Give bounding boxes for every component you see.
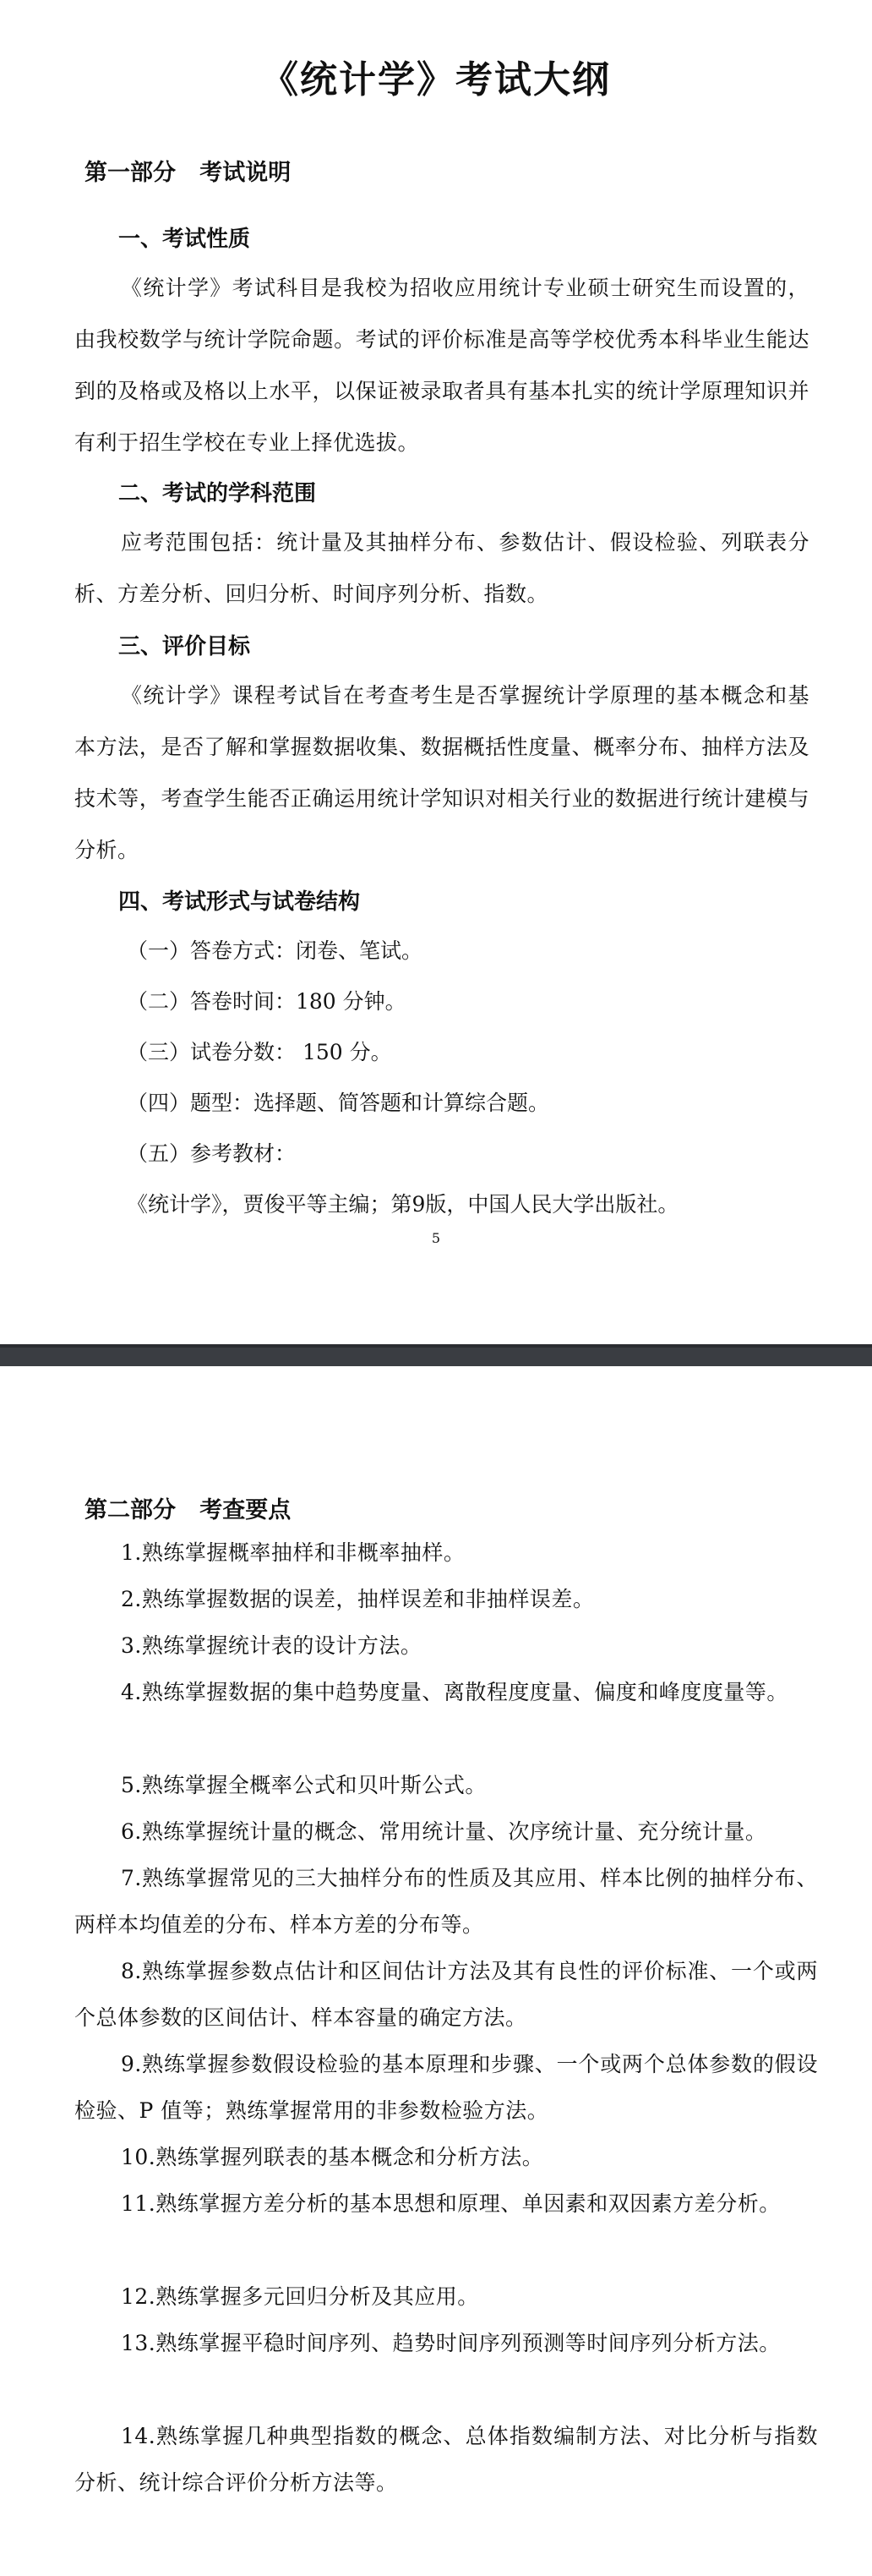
section-paragraph-scope: 应考范围包括：统计量及其抽样分布、参数估计、假设检验、列联表分析、方差分析、回归分析、时间序列分析、指数。 bbox=[74, 530, 809, 606]
page-separator bbox=[0, 1344, 872, 1366]
key-point-item: 3.熟练掌握统计表的设计方法。 bbox=[121, 1633, 422, 1658]
key-point-item: 13.熟练掌握平稳时间序列、趋势时间序列预测等时间序列分析方法。 bbox=[121, 2331, 781, 2355]
part-two-heading: 第二部分 考查要点 bbox=[84, 1497, 292, 1523]
section-heading-nature: 一、考试性质 bbox=[118, 227, 251, 252]
exam-format-line: （三）试卷分数： 150 分。 bbox=[127, 1040, 392, 1064]
key-point-item: 10.熟练掌握列联表的基本概念和分析方法。 bbox=[121, 2145, 544, 2169]
key-point-item: 11.熟练掌握方差分析的基本思想和原理、单因素和双因素方差分析。 bbox=[121, 2191, 781, 2216]
key-point-item: 12.熟练掌握多元回归分析及其应用。 bbox=[121, 2284, 479, 2309]
textbook-reference: 《统计学》，贾俊平等主编；第9版，中国人民大学出版社。 bbox=[127, 1192, 679, 1217]
exam-format-line: （四）题型：选择题、简答题和计算综合题。 bbox=[127, 1091, 550, 1115]
page-number: 5 bbox=[431, 1230, 441, 1246]
key-point-item: 1.熟练掌握概率抽样和非概率抽样。 bbox=[121, 1540, 466, 1565]
section-heading-scope: 二、考试的学科范围 bbox=[118, 481, 317, 506]
exam-format-line: （二）答卷时间：180 分钟。 bbox=[127, 989, 406, 1014]
document-page-2 bbox=[0, 1366, 872, 2576]
key-point-item: 6.熟练掌握统计量的概念、常用统计量、次序统计量、充分统计量。 bbox=[121, 1819, 767, 1844]
exam-format-line: （五）参考教材： bbox=[127, 1141, 297, 1166]
key-point-item: 14.熟练掌握几种典型指数的概念、总体指数编制方法、对比分析与指数分析、统计综合评价分析方法等。 bbox=[74, 2424, 818, 2495]
key-point-item: 9.熟练掌握参数假设检验的基本原理和步骤、一个或两个总体参数的假设检验、P 值等；熟练掌握常用的非参数检验方法。 bbox=[74, 2052, 818, 2123]
section-heading-objectives: 三、评价目标 bbox=[118, 634, 251, 659]
section-paragraph-nature: 《统计学》考试科目是我校为招收应用统计专业硕士研究生而设置的，由我校数学与统计学院命题。考试的评价标准是高等学校优秀本科毕业生能达到的及格或及格以上水平，以保证被录取者具有基本扎实的统计学原理知识并有利于招生学校在专业上择优选拔。 bbox=[74, 276, 809, 455]
section-heading-format: 四、考试形式与试卷结构 bbox=[118, 889, 361, 915]
key-point-item: 7.熟练掌握常见的三大抽样分布的性质及其应用、样本比例的抽样分布、两样本均值差的分布、样本方差的分布等。 bbox=[74, 1866, 818, 1937]
exam-format-line: （一）答卷方式：闭卷、笔试。 bbox=[127, 938, 423, 963]
part-one-heading: 第一部分 考试说明 bbox=[84, 160, 292, 186]
document-title: 《统计学》考试大纲 bbox=[261, 58, 611, 101]
key-point-item: 5.熟练掌握全概率公式和贝叶斯公式。 bbox=[121, 1773, 487, 1797]
key-point-item: 2.熟练掌握数据的误差，抽样误差和非抽样误差。 bbox=[121, 1587, 595, 1611]
key-point-item: 4.熟练掌握数据的集中趋势度量、离散程度度量、偏度和峰度度量等。 bbox=[121, 1680, 788, 1704]
key-point-item: 8.熟练掌握参数点估计和区间估计方法及其有良性的评价标准、一个或两个总体参数的区间估计、样本容量的确定方法。 bbox=[74, 1959, 818, 2030]
section-paragraph-objectives: 《统计学》课程考试旨在考查考生是否掌握统计学原理的基本概念和基本方法，是否了解和掌握数据收集、数据概括性度量、概率分布、抽样方法及技术等，考查学生能否正确运用统计学知识对相关行业的数据进行统计建模与分析。 bbox=[74, 683, 809, 862]
